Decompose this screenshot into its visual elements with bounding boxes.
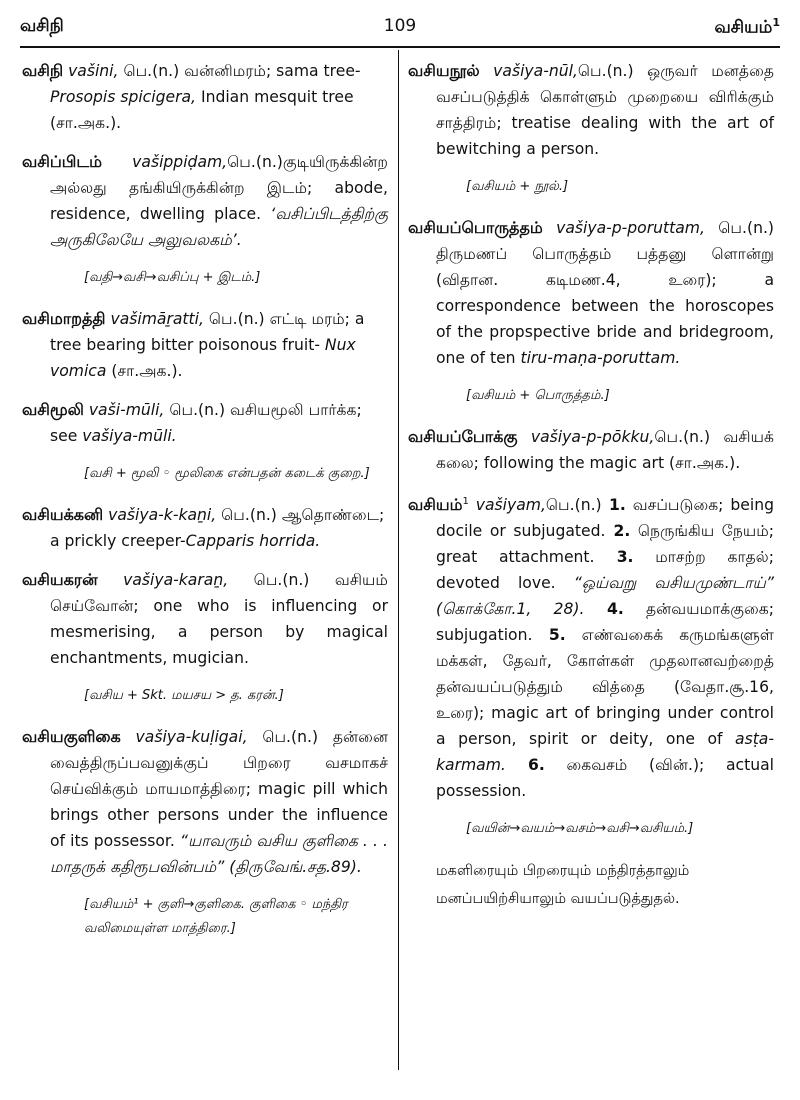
transliteration: vašiyam, <box>468 496 546 515</box>
definition: (சா.அக.). <box>106 362 183 380</box>
transliteration: vašiya-karaṉ, <box>123 571 229 589</box>
page-header <box>20 16 780 44</box>
header-right-text: வசியம் <box>714 17 773 38</box>
sense-definition: வசப்படுகை; being docile or subjugated. <box>436 496 774 541</box>
cross-reference: vašiya-mūli. <box>77 427 177 445</box>
sense-definition: எண்வகைக் கருமங்களுள் மக்கள், தேவர், கோள்கள் முதலானவற்றைத் தன்வயப்படுத்தும் வித்தை (வேதா.சூ.16, உரை); magic art of bringing under control a person, spirit or deity, one of <box>436 626 774 749</box>
entry-vasimuli <box>22 397 388 449</box>
transliteration: vašiya-p-poruttam, <box>556 219 705 237</box>
part-of-speech: பெ.(n.) <box>704 219 774 237</box>
headword: வசிப்பிடம் <box>22 152 102 171</box>
headword: வசியகரன் <box>22 570 98 589</box>
definition: பெ.(n.) வசியம் செய்வோன்; one who is influencing or mesmerising, a person by magical enchantments, mugician. <box>50 571 388 667</box>
definition: வசியக் கலை; following the magic art (சா.அக.). <box>436 428 774 472</box>
etymology: [வசி + மூலி ◦ மூலிகை என்பதன் கடைக் குறை.] <box>84 466 370 481</box>
transliteration: vašiya-nūl, <box>493 62 578 80</box>
transliteration: vaši-mūli, <box>88 401 165 419</box>
part-of-speech: பெ.(n.) <box>227 153 283 171</box>
headword-superscript: 1 <box>462 496 469 507</box>
column-divider <box>398 50 399 1070</box>
sense-number: 4. <box>584 600 624 619</box>
definition: ஒருவர் மனத்தை வசப்படுத்திக் கொள்ளும் முறையை விரிக்கும் சாத்திரம்; treatise dealing with the art of bewitching a person. <box>436 62 774 158</box>
sense-definition: மாசற்ற காதல்; devoted love. <box>436 548 774 593</box>
etymology: [வசியம்¹ + குளி→குளிகை. குளிகை ◦ மந்திர வலிமையுள்ள மாத்திரை.] <box>84 897 348 936</box>
headword: வசியப்போக்கு <box>408 427 518 446</box>
usage-quote: “ஒய்வறு வசியமுண்டாய்” (கொக்கோ.1, 28). <box>436 574 775 619</box>
scientific-name: Capparis horrida. <box>185 532 321 550</box>
part-of-speech: பெ.(n.) எட்டி மரம்; a tree bearing bitter poisonous fruit- <box>50 310 365 354</box>
transliteration: vašiya-kuḷigai, <box>135 728 248 746</box>
sense-definition: தன்வயமாக்குகை; subjugation. <box>436 600 774 645</box>
header-rule <box>20 46 780 48</box>
page-number: 109 <box>383 16 417 36</box>
sense-definition: நெருங்கிய நேயம்; great attachment. <box>436 522 775 567</box>
explanatory-note: மகளிரையும் பிறரையும் மந்திரத்தாலும் மனப்பயிற்சியாலும் வயப்படுத்துதல். <box>436 863 690 908</box>
etymology: [வசியம் + நூல்.] <box>466 179 569 194</box>
headword: வசிமாறத்தி <box>22 309 106 328</box>
definition: தன்னை வைத்திருப்பவனுக்குப் பிறரை வசமாகச் செய்விக்கும் மாயமாத்திரை; magic pill which brings other persons under the influence of its possessor. <box>50 728 388 850</box>
transliteration: vašippiḍam, <box>132 153 228 171</box>
etymology: [வயின்→வயம்→வசம்→வசி→வசியம்.] <box>466 821 694 837</box>
headword: வசியக்கனி <box>22 505 104 524</box>
scientific-name: Prosopis spicigera, <box>50 88 197 106</box>
sense-number: 1. <box>601 496 626 515</box>
transliteration: vašini, <box>68 62 119 80</box>
entry-vasiyanul <box>408 58 774 162</box>
header-right-headword <box>715 16 781 40</box>
entry-vasini <box>22 58 388 136</box>
headword: வசியப்பொருத்தம் <box>408 218 543 237</box>
part-of-speech: பெ.(n.) <box>654 428 711 446</box>
headword: வசியம் <box>408 495 463 515</box>
cross-reference: tiru-maṇa-poruttam. <box>515 349 681 367</box>
entry-vasiyakuligai <box>22 724 388 880</box>
transliteration: vašimāṟatti, <box>110 310 204 328</box>
part-of-speech: பெ.(n.) <box>545 496 602 515</box>
entry-vasiyakaran <box>22 567 388 671</box>
etymology: [வதி→வசி→வசிப்பு + இடம்.] <box>84 270 261 285</box>
scientific-name: Nux vomica <box>50 336 356 380</box>
sense-number: 6. <box>505 756 545 775</box>
etymology: [வசியம் + பொருத்தம்.] <box>466 388 610 403</box>
definition: குடியிருக்கின்ற அல்லது தங்கியிருக்கின்ற இடம்; abode, residence, dwelling place. <box>50 153 388 223</box>
entry-vasippidam <box>22 149 388 253</box>
right-column <box>408 58 774 913</box>
part-of-speech: பெ.(n.) வன்னிமரம்; sama tree- <box>118 62 361 80</box>
headword: வசிமூலி <box>22 400 84 419</box>
headword: வசியகுளிகை <box>22 727 121 746</box>
usage-quote: “யாவரும் வசிய குளிகை . . . மாதருக் கதிரூபவின்பம்” (திருவேங்.சத.89). <box>50 832 388 876</box>
entry-vasiyapporuttam <box>408 215 774 371</box>
headword: வசியநூல் <box>408 61 480 80</box>
entry-vasiyappokku <box>408 424 774 476</box>
cross-reference: asṭa-karmam. <box>436 730 774 775</box>
transliteration: vašiya-p-pōkku, <box>530 428 655 446</box>
usage-quote: ‘வசிப்பிடத்திற்கு அருகிலேயே அலுவலகம்’. <box>50 205 389 249</box>
etymology: [வசிய + Skt. மயசய > த. கரன்.] <box>84 688 284 703</box>
headword: வசிநி <box>22 61 64 80</box>
header-left-headword: வசிநி <box>20 16 64 36</box>
sense-number: 3. <box>594 548 634 567</box>
entry-vasiyam <box>408 489 774 804</box>
entry-vasimaratti <box>22 306 388 384</box>
header-right-superscript: 1 <box>772 16 780 29</box>
left-column <box>22 58 388 957</box>
entry-vasiyakkani <box>22 502 388 554</box>
sense-number: 2. <box>605 522 631 541</box>
definition: திருமணப் பொருத்தம் பத்தனு ளொன்று (விதான. கடிமண.4, உரை); a correspondence between the horoscopes of the propspective bride and bridegroom, one of ten <box>436 245 774 367</box>
transliteration: vašiya-k-kaṉi, <box>108 506 217 524</box>
part-of-speech: பெ.(n.) வசியமூலி பார்க்க; see <box>50 401 362 445</box>
part-of-speech: பெ.(n.) <box>247 728 319 746</box>
sense-number: 5. <box>532 626 566 645</box>
part-of-speech: பெ.(n.) ஆதொண்டை; a prickly creeper- <box>50 506 385 550</box>
part-of-speech: பெ.(n.) <box>577 62 634 80</box>
sense-definition: கைவசம் (வின்.); actual possession. <box>436 756 774 801</box>
definition: Indian mesquit tree (சா.அக.). <box>50 88 354 132</box>
